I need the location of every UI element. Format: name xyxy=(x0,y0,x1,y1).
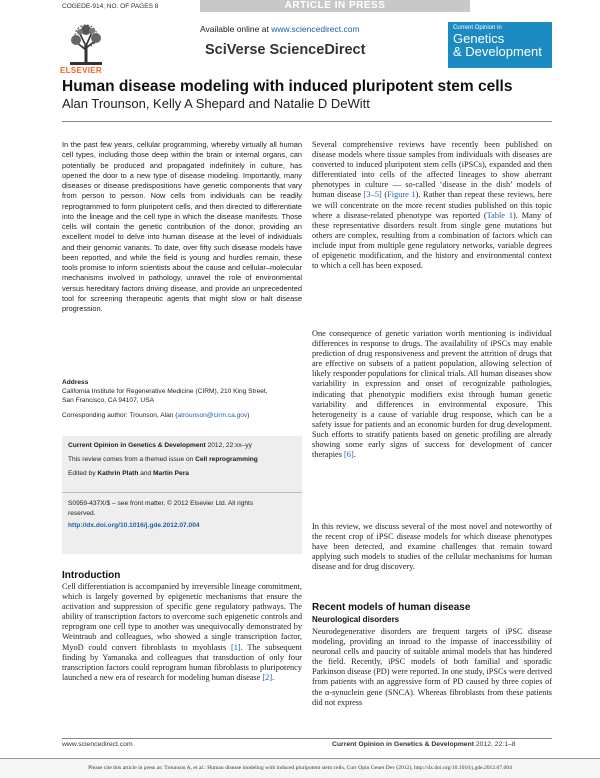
footer-website[interactable]: www.sciencedirect.com xyxy=(62,741,133,748)
doi-link[interactable]: http://dx.doi.org/10.1016/j.gde.2012.07.004 xyxy=(68,522,200,529)
address-line-1: California Institute for Regenerative Medicine (CIRM), 210 King Street, xyxy=(62,388,268,395)
right-paragraph-4: Neurodegenerative disorders are frequent targets of iPSC disease modeling, providing an inroad to the impasse of inaccessibility of neuronal cells and paucity of suitable animal models that has hindered the field. Recently, iPSC models of both familial and sporadic Parkinson disease (PD) were reported. In one study, iPSCs were derived from patients with an aggressive form of PD caused by three copies of the α-synuclein gene (SNCA). Whereas fibroblasts from these patients did not express xyxy=(312,627,552,707)
copyright-line-2: reserved. xyxy=(68,510,96,517)
corresponding-author xyxy=(62,412,302,419)
intro-text-c: . xyxy=(272,672,275,682)
right-paragraph-3: In this review, we discuss several of the most novel and noteworthy of the recent crop of iPSC disease models for which disease phenotypes have been detected, and examine challenges that remain toward applying such models to studies of the cellular mechanisms for human disease and for drug discovery. xyxy=(312,522,552,572)
journal-badge-small: Current Opinion in xyxy=(453,25,502,31)
footer-journal-name: Current Opinion in Genetics & Development xyxy=(332,741,474,748)
editor-2: Martin Pera xyxy=(153,470,189,477)
theme-name: Cell reprogramming xyxy=(195,456,258,463)
citation-notice: Please cite this article in press as: Trounson A, et al.: Human disease modeling with induced pluripotent stem cells, Curr Opin Genet Dev (2012), http://dx.doi.org/10.1016/j.gde.2012.07.004 xyxy=(0,758,600,778)
corresponding-prefix: Corresponding author: Trounson, Alan ( xyxy=(62,412,178,419)
journal-badge xyxy=(448,22,552,68)
article-authors: Alan Trounson, Kelly A Shepard and Natalie D DeWitt xyxy=(62,96,370,111)
theme-line xyxy=(68,456,258,463)
neurological-subheading: Neurological disorders xyxy=(312,615,400,624)
theme-prefix: This review comes from a themed issue on xyxy=(68,456,196,463)
intro-text-b: . The subsequent finding by Yamanaka and colleagues that transduction of only four transcription factors could reprogram human fibroblasts to pluripotency launched a new era of research for modeling human disease xyxy=(62,642,302,682)
article-in-press-banner: ARTICLE IN PRESS xyxy=(200,0,470,12)
editor-1: Kathrin Plath xyxy=(97,470,139,477)
p2-text-a: One consequence of genetic variation worth mentioning is individual differences in response to drugs. The availability of iPSCs may enable prediction of drug responsiveness and prevent the attrition of drugs that are effective on subsets of a patient population, allowing selection of likely responder populations for clinical trials. All human diseases show variability in expression and onset of recognizable pathologies, indicating that phenotypic modifiers exist through human genetic variability and differences in environmental exposure. This heterogeneity is a cause of variable drug response, which can be a safety issue for patients and an economic burden for drug development. Such efforts to stratify patients based on genetic profiling are already showing some early signs of success for development of cancer therapies xyxy=(312,329,552,460)
journal-badge-line2: & Development xyxy=(453,44,542,59)
p1-text-d: ). Many of these representative disorders result from single gene mutations but others are complex, resulting from a combination of factors which can include input from multiple gene regulatory networks, variable degrees of epigenetic modification, and the history and environmental context to which a cell has been exposed. xyxy=(312,210,552,271)
reference-link[interactable]: [1] xyxy=(230,642,241,652)
footer-pages: 2012, 22:1–8 xyxy=(474,741,516,748)
sciverse-logo: SciVerse ScienceDirect xyxy=(205,42,366,58)
reference-link[interactable]: [2] xyxy=(262,672,273,682)
copyright-line-1: S0959-437X/$ – see front matter, © 2012 Elsevier Ltd. All rights xyxy=(68,500,254,507)
address-heading: Address xyxy=(62,379,89,386)
journal-citation-line xyxy=(68,442,252,449)
available-prefix: Available online at xyxy=(200,24,269,34)
editors-line xyxy=(68,470,189,477)
intro-text-a: Cell differentiation is accompanied by irreversible lineage commitment, which is largely governed by epigenetic mechanisms that ensure the activation and suppression of specific gene regulatory pathways. The ability of transcription factors to overcome such epigenetic controls and reprogram one cell type to another was unequivocally demonstrated by Weintraub and colleagues, who showed a single transcription factor, MyoD could convert fibroblasts to myoblasts xyxy=(62,582,302,652)
address-line-2: San Francisco, CA 94107, USA xyxy=(62,397,154,404)
p1-text-b: ( xyxy=(381,190,388,200)
journal-volume: 2012, 22:xx–yy xyxy=(205,442,252,449)
edited-and: and xyxy=(138,470,154,477)
footer-journal xyxy=(332,741,516,748)
elsevier-wordmark: ELSEVIER xyxy=(60,66,102,75)
author-email-link[interactable]: atrounson@cirm.ca.gov xyxy=(177,412,248,419)
article-title: Human disease modeling with induced pluripotent stem cells xyxy=(62,78,513,95)
right-paragraph-2 xyxy=(312,329,552,460)
elsevier-tree-logo xyxy=(62,22,110,66)
recent-models-heading: Recent models of human disease xyxy=(312,602,471,613)
introduction-body xyxy=(62,582,302,683)
abstract: In the past few years, cellular programming, whereby virtually all human cell types, including those deep within the brain or internal organs, can potentially be produced and propagated indefinitely in culture, has opened the door to a new type of disease modeling. Importantly, many diseases or disease predispositions have genetic components that vary from person to person. Now cells from individuals can be readily reprogrammed to form pluripotent cells, and then directed to differentiate into the lineage and the cell type in which the disease manifests. Those cells will contain the genetic contribution of the donor, providing an excellent model to delve into human disease at the level of individuals and their genomic variants. To date, over fifty such disease models have been reported, and while the field is young and hurdles remain, these tools promise to inform scientists about the cause and cellular–molecular mechanisms involved in pathology, unravel the role of environmental versus hereditary factors driving disease, and provide an unprecedented tool for screening therapeutic agents that might slow or halt disease progression. xyxy=(62,140,302,313)
figure-link[interactable]: Figure 1 xyxy=(387,190,416,200)
journal-name: Current Opinion in Genetics & Development xyxy=(68,442,206,449)
edited-prefix: Edited by xyxy=(68,470,98,477)
footer-divider xyxy=(62,738,552,739)
table-link[interactable]: Table 1 xyxy=(486,210,514,220)
reference-link[interactable]: [6] xyxy=(344,450,354,460)
available-online xyxy=(200,24,360,34)
info-separator xyxy=(62,492,302,493)
right-paragraph-1 xyxy=(312,140,552,271)
corresponding-suffix: ) xyxy=(247,412,250,419)
sciencedirect-link[interactable]: www.sciencedirect.com xyxy=(271,24,360,34)
journal-badge-line1: Genetics xyxy=(453,31,505,46)
p1-text-c: ). Rather than repeat these reviews, here we will concentrate on the more recent studies published on this topic where a disease-related phenotype was reported ( xyxy=(312,190,552,220)
article-info-box xyxy=(62,436,302,554)
p2-text-b: . xyxy=(353,450,356,460)
reference-link[interactable]: [3–5] xyxy=(363,190,382,200)
manuscript-code: COGEDE-914; NO. OF PAGES 8 xyxy=(62,3,159,10)
p1-text-a: Several comprehensive reviews have recently been published on disease models where tissue samples from individuals with diseases are converted to induced pluripotent stem cells (iPSCs), expanded and then differentiated into cells of the affected lineages to show aberrant phenotypes in culture — so-called ‘disease in the dish’ models of human disease xyxy=(312,140,552,200)
introduction-heading: Introduction xyxy=(62,570,121,581)
address-block xyxy=(62,378,302,405)
title-divider xyxy=(62,121,552,122)
